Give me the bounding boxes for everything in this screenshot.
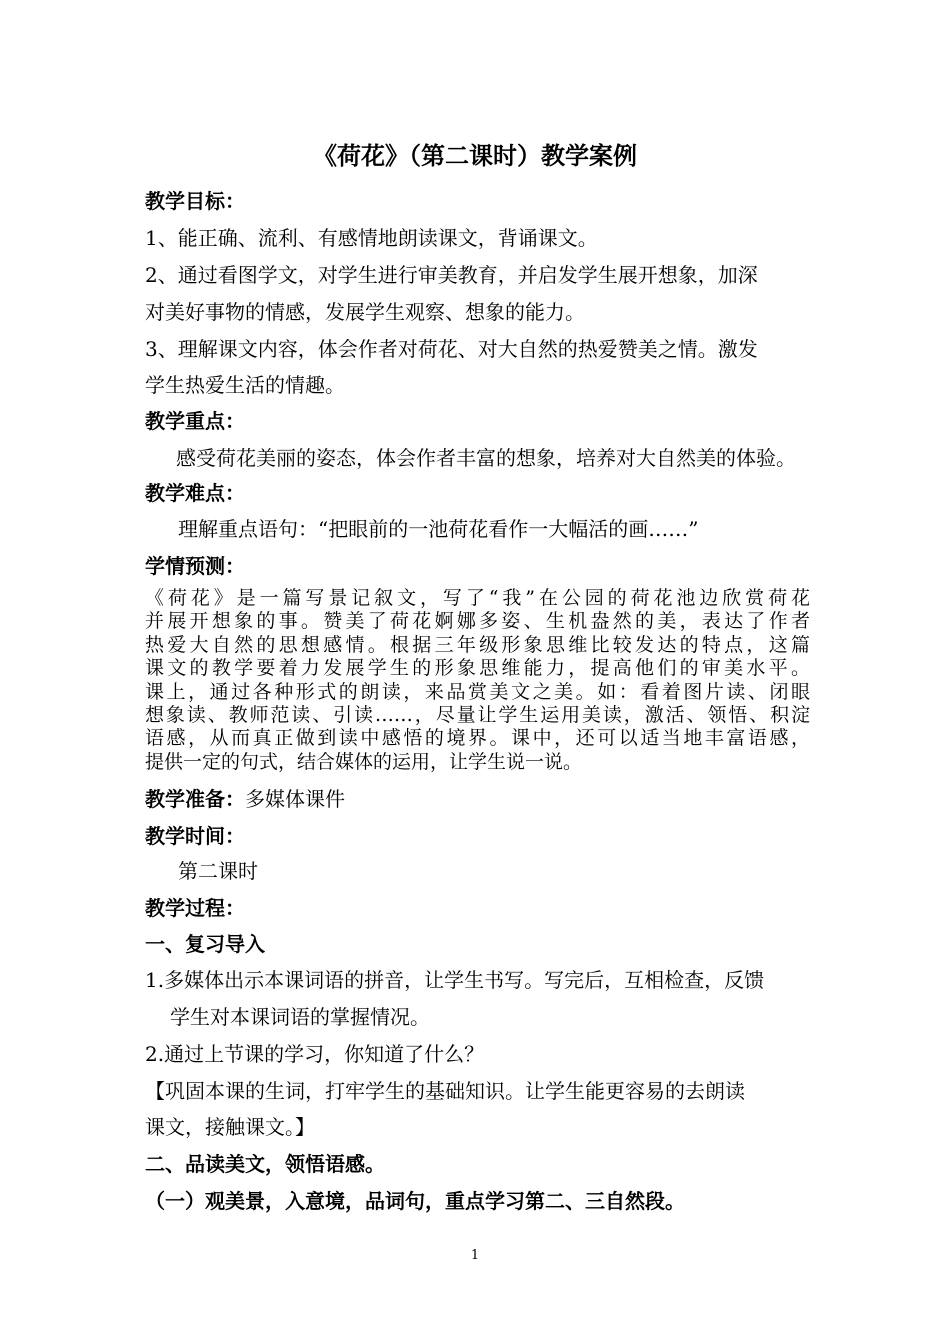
analysis-row: 并展开想象的事。赞美了荷花婀娜多姿、生机盎然的美，表达了作者	[145, 610, 810, 633]
goal-line: 学生热爱生活的情趣。	[145, 373, 345, 397]
analysis-row: 提供一定的句式，结合媒体的运用，让学生说一说。	[145, 750, 583, 773]
process-heading: 教学过程：	[145, 896, 245, 920]
process-note: 课文，接触课文。】	[145, 1115, 315, 1139]
time-heading: 教学时间：	[145, 824, 245, 848]
analysis-paragraph	[145, 587, 810, 774]
goal-line: 3、理解课文内容，体会作者对荷花、对大自然的热爱赞美之情。激发	[145, 337, 758, 361]
analysis-row: 《荷花》是一篇写景记叙文，写了“我”在公园的荷花池边欣赏荷花	[145, 587, 810, 609]
focus-heading: 教学重点：	[145, 409, 245, 433]
analysis-heading: 学情预测：	[145, 554, 245, 578]
process-note: 【巩固本课的生词，打牢学生的基础知识。让学生能更容易的去朗读	[145, 1079, 745, 1103]
section-heading: 一、复习导入	[145, 932, 265, 956]
page-title: 《荷花》（第二课时）教学案例	[313, 142, 637, 170]
page-number: 1	[470, 1248, 480, 1263]
analysis-row: 热爱大自然的思想感情。根据三年级形象思维比较发达的特点，这篇	[145, 633, 810, 656]
prep-line	[145, 786, 830, 812]
analysis-row: 课上，通过各种形式的朗读，来品赏美文之美。如：看着图片读、闭眼	[145, 680, 810, 703]
goal-line: 对美好事物的情感，发展学生观察、想象的能力。	[145, 300, 585, 324]
section-heading: 二、品读美文，领悟语感。	[145, 1152, 385, 1176]
subsection-heading: （一）观美景，入意境，品词句，重点学习第二、三自然段。	[145, 1189, 685, 1213]
time-text: 第二课时	[178, 859, 258, 883]
analysis-row: 想象读、教师范读、引读……，尽量让学生运用美读，激活、领悟、积淀	[145, 704, 810, 727]
goal-line: 1、能正确、流利、有感情地朗读课文，背诵课文。	[145, 226, 598, 250]
goal-line: 2、通过看图学文，对学生进行审美教育，并启发学生展开想象，加深	[145, 263, 758, 287]
focus-text: 感受荷花美丽的姿态，体会作者丰富的想象，培养对大自然美的体验。	[176, 446, 796, 470]
process-item: 2.通过上节课的学习，你知道了什么？	[145, 1042, 485, 1066]
analysis-row: 课文的教学要着力发展学生的形象思维能力，提高他们的审美水平。	[145, 657, 810, 680]
difficulty-heading: 教学难点：	[145, 481, 245, 505]
prep-heading: 教学准备：	[145, 787, 245, 811]
goals-heading: 教学目标：	[145, 189, 245, 213]
prep-text: 多媒体课件	[245, 787, 345, 811]
analysis-row: 语感，从而真正做到读中感悟的境界。课中，还可以适当地丰富语感，	[145, 727, 810, 750]
process-item: 1.多媒体出示本课词语的拼音，让学生书写。写完后，互相检查，反馈	[145, 968, 765, 992]
difficulty-text: 理解重点语句：“把眼前的一池荷花看作一大幅活的画……”	[178, 517, 699, 541]
process-item: 学生对本课词语的掌握情况。	[170, 1005, 430, 1029]
